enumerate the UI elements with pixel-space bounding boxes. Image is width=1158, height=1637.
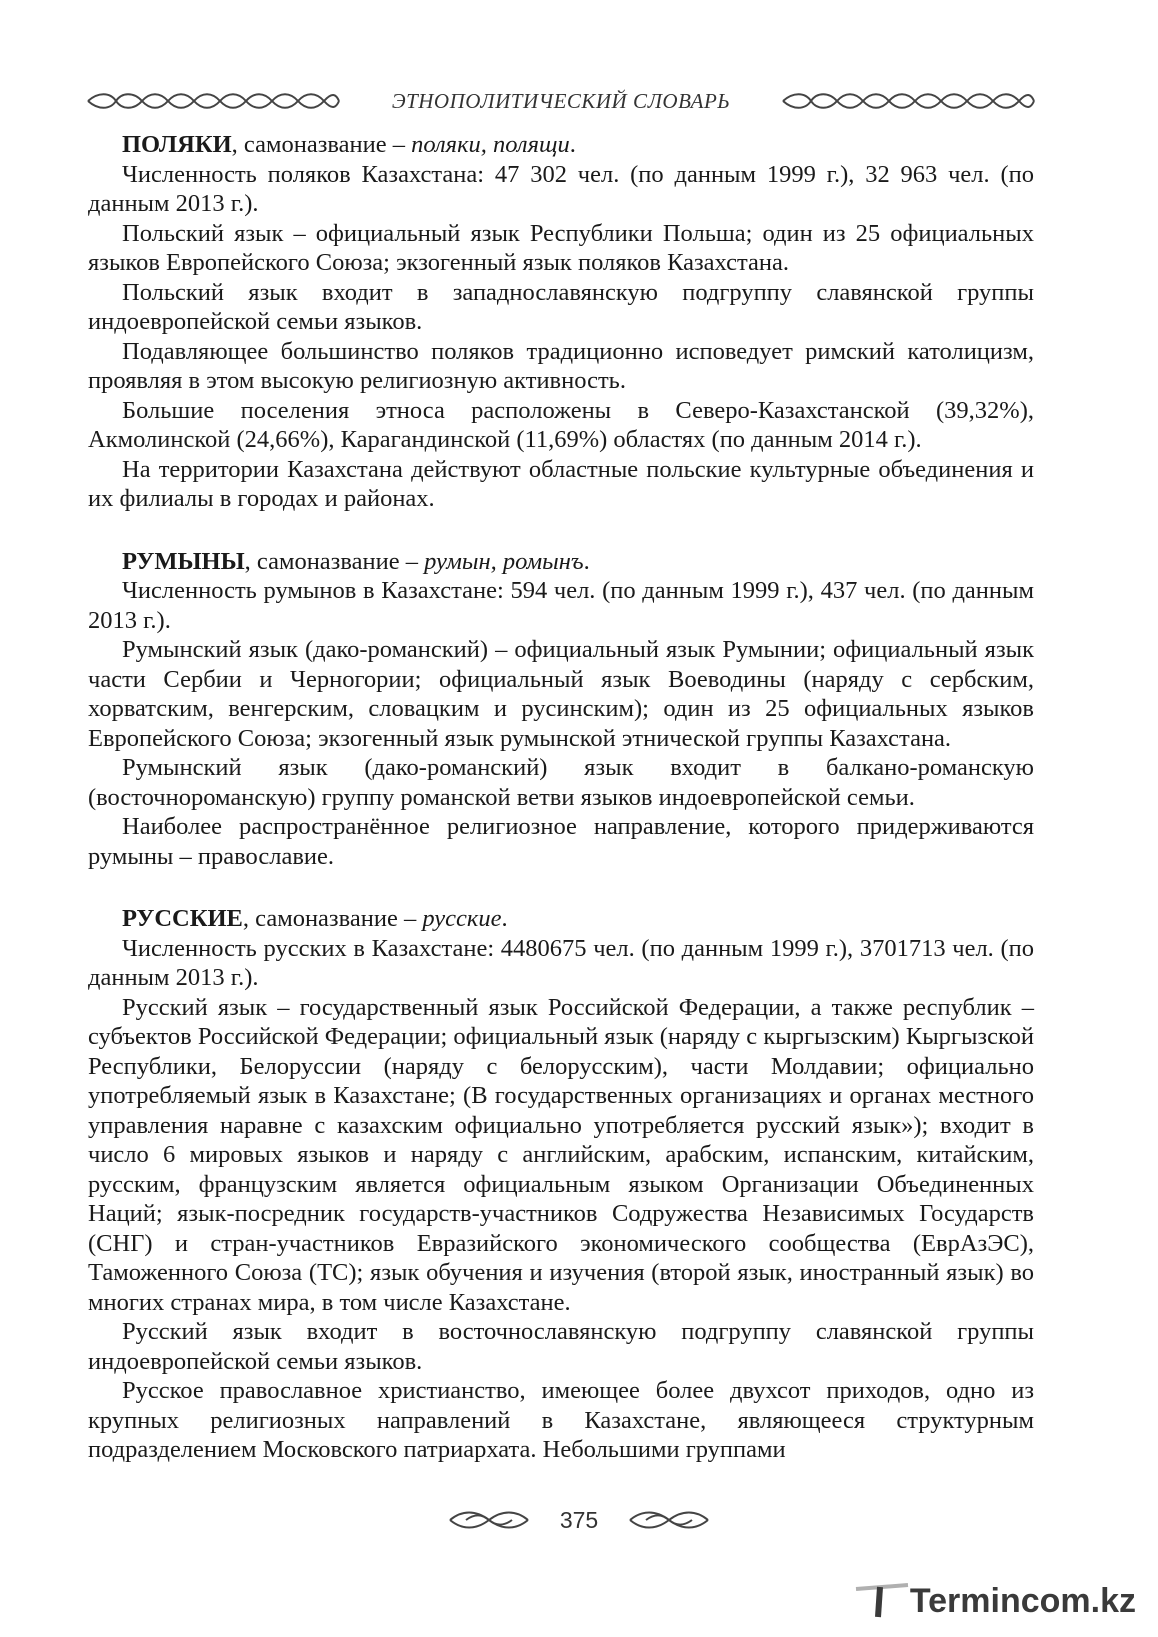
- entry-russkie: [88, 904, 1034, 1465]
- paragraph: Русский язык – государственный язык Российской Федерации, а также республик – субъектов Российской Федерации; официальный язык (наряду с кыргызским) Кыргызской Республики, Белоруссии (наряду с белорусским), части Молдавии; официально употребляемый язык в Казахстане; (В государственных организациях и органах местного управления наравне с казахским официально употребляется русский язык»); входит в число 6 мировых языков и наряду с английским, арабским, испанским, китайским, русским, французским является официальным языком Организации Объединенных Наций; язык-посредник государств-участников Содружества Независимых Государств (СНГ) и стран-участников Евразийского экономического сообщества (ЕврАзЭС), Таможенного Союза (ТС); язык обучения и изучения (второй язык, иностранный язык) во многих странах мира, в том числе Казахстане.: [88, 993, 1034, 1316]
- entry-heading: [88, 547, 1034, 577]
- dictionary-body: [88, 130, 1034, 1498]
- watermark: [850, 1581, 1136, 1621]
- selfname: румын, ромынъ: [424, 547, 584, 575]
- headword: РУМЫНЫ: [122, 547, 245, 575]
- entry-rumyny: [88, 547, 1034, 872]
- paragraph: Русский язык входит в восточнославянскую подгруппу славянской группы индоевропейской семьи языков.: [88, 1318, 1034, 1375]
- entry-polyaki: [88, 130, 1034, 514]
- page-header: [86, 86, 1036, 116]
- heading-end: .: [501, 905, 508, 932]
- entry-heading: [88, 130, 1034, 160]
- paragraph: Польский язык – официальный язык Республики Польша; один из 25 официальных языков Европейского Союза; экзогенный язык поляков Казахстана.: [88, 219, 1034, 276]
- paragraph: Численность румынов в Казахстане: 594 чел. (по данным 1999 г.), 437 чел. (по данным 2013 г.).: [88, 577, 1034, 634]
- paragraph: Численность русских в Казахстане: 4480675 чел. (по данным 1999 г.), 3701713 чел. (по данным 2013 г.).: [88, 934, 1034, 991]
- headword: РУССКИЕ: [122, 905, 243, 932]
- paragraph: Подавляющее большинство поляков традиционно исповедует римский католицизм, проявляя в этом высокую религиозную активность.: [88, 337, 1034, 394]
- selfname: русские: [422, 905, 502, 932]
- swirl-ornament-left-icon: [446, 1506, 532, 1534]
- watermark-text: Termincom.kz: [909, 1581, 1136, 1620]
- selfname-lead: , самоназвание –: [231, 131, 412, 158]
- paragraph: Румынский язык (дако-романский) язык входит в балкано-романскую (восточнороманскую) группу романской ветви языков индоевропейской семьи.: [88, 754, 1034, 811]
- page-number: 375: [559, 1506, 599, 1533]
- headword: ПОЛЯКИ: [122, 131, 232, 158]
- paragraph: Наиболее распространённое религиозное направление, которого придерживаются румыны – православие.: [88, 813, 1034, 870]
- heading-end: .: [583, 547, 590, 575]
- selfname: поляки, полящи: [411, 131, 570, 158]
- page-footer: [0, 1502, 1158, 1538]
- paragraph: На территории Казахстана действуют областные польские культурные объединения и их филиалы в городах и районах.: [88, 455, 1034, 512]
- running-title: ЭТНОПОЛИТИЧЕСКИЙ СЛОВАРЬ: [391, 88, 731, 113]
- selfname-lead: , самоназвание –: [242, 905, 423, 932]
- entry-heading: [88, 904, 1034, 934]
- paragraph: Большие поселения этноса расположены в Северо-Казахстанской (39,32%), Акмолинской (24,66%), Карагандинской (11,69%) областях (по данным 2014 г.).: [88, 396, 1034, 453]
- heading-end: .: [569, 131, 576, 158]
- paragraph: Русское православное христианство, имеющее более двухсот приходов, одно из крупных религиозных направлений в Казахстане, являющееся структурным подразделением Московского патриархата. Небольшими группами: [88, 1377, 1034, 1463]
- selfname-lead: , самоназвание –: [244, 547, 425, 575]
- paragraph: Румынский язык (дако-романский) – официальный язык Румынии; официальный язык части Сербии и Черногории; официальный язык Воеводины (наряду с сербским, хорватским, венгерским, словацким и русинским); один из 25 официальных языков Европейского Союза; экзогенный язык румынской этнической группы Казахстана.: [88, 636, 1034, 752]
- paragraph: Польский язык входит в западнославянскую подгруппу славянской группы индоевропейской семьи языков.: [88, 278, 1034, 335]
- ornament-left-icon: [86, 90, 341, 112]
- swirl-ornament-right-icon: [626, 1506, 712, 1534]
- paragraph: Численность поляков Казахстана: 47 302 чел. (по данным 1999 г.), 32 963 чел. (по данным 2013 г.).: [88, 160, 1034, 217]
- ornament-right-icon: [781, 90, 1036, 112]
